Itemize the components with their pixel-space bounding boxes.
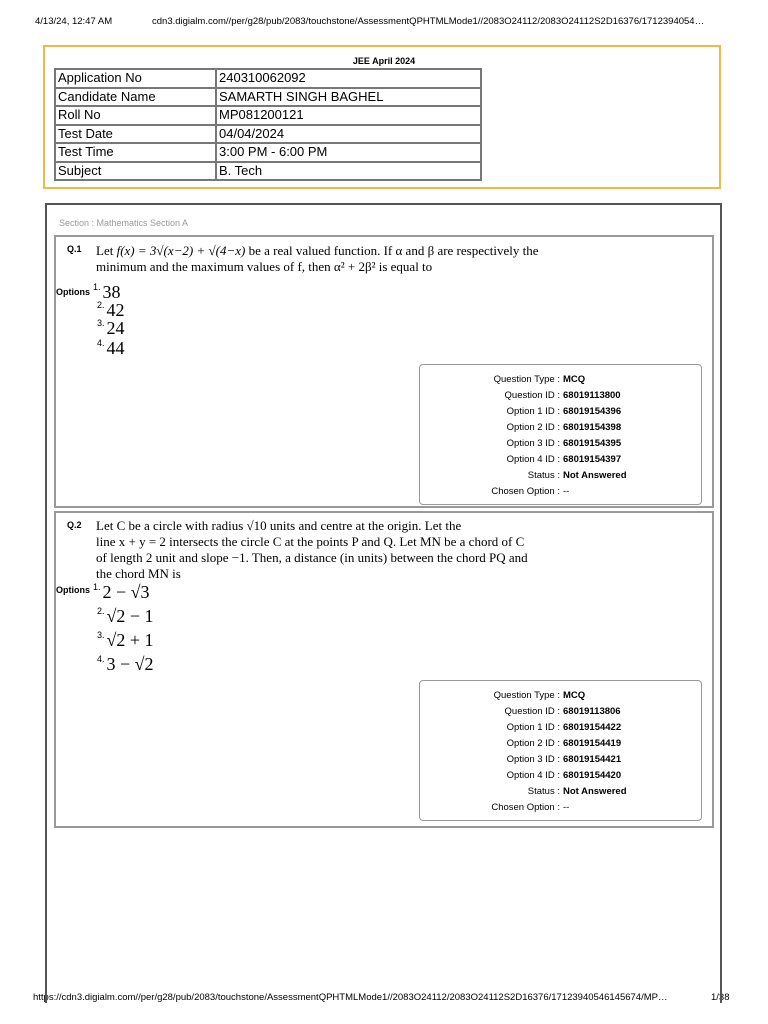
meta-label: Option 2 ID : [506, 422, 560, 433]
meta-value: 68019154398 [563, 422, 622, 433]
option-text: 44 [106, 338, 125, 358]
question-text [96, 243, 656, 275]
info-value: 240310062092 [216, 69, 481, 88]
option-number: 2. [97, 606, 105, 616]
options-label: Options [56, 585, 90, 595]
meta-value: 68019154396 [563, 406, 622, 417]
print-url-top: cdn3.digialm.com//per/g28/pub/2083/touchstone/AssessmentQPHTMLMode1//2083O24112/2083O24112S2D16376/1712394054… [152, 16, 705, 27]
option-number: 4. [97, 654, 105, 664]
meta-value: Not Answered [563, 470, 627, 481]
meta-row [420, 388, 701, 404]
option-number: 2. [97, 300, 105, 310]
table-row [55, 162, 481, 181]
option-text: 42 [106, 300, 125, 320]
option-number: 1. [93, 282, 101, 292]
question-number: Q.2 [67, 520, 82, 530]
meta-row [420, 720, 701, 736]
question-text-line: line x + y = 2 intersects the circle C at the points P and Q. Let MN be a chord of C [96, 534, 525, 549]
option-number: 1. [93, 582, 101, 592]
meta-value: Not Answered [563, 786, 627, 797]
exam-title: JEE April 2024 [352, 56, 416, 66]
question-meta-panel [419, 680, 702, 821]
meta-row [420, 484, 701, 500]
meta-row [420, 468, 701, 484]
meta-row [420, 420, 701, 436]
meta-label: Option 1 ID : [506, 722, 560, 733]
section-label: Section : Mathematics Section A [59, 218, 189, 228]
print-datetime: 4/13/24, 12:47 AM [35, 16, 113, 27]
question-number: Q.1 [67, 244, 82, 254]
meta-label: Question ID : [504, 390, 560, 401]
meta-row [420, 452, 701, 468]
meta-label: Question ID : [504, 706, 560, 717]
meta-label: Status : [527, 786, 560, 797]
table-row [55, 69, 481, 88]
page-number: 1/38 [711, 992, 730, 1003]
print-url-bottom: https://cdn3.digialm.com//per/g28/pub/2083/touchstone/AssessmentQPHTMLMode1//2083O24112/2083O24112S2D16376/17123940546145674/MP… [33, 992, 668, 1003]
question-text-part: be a real valued function. If α and β are respectively the [245, 243, 539, 258]
info-value: MP081200121 [216, 106, 481, 125]
info-value: SAMARTH SINGH BAGHEL [216, 88, 481, 107]
option-4 [97, 338, 125, 359]
question-formula: f(x) = 3√(x−2) + √(4−x) [116, 243, 246, 258]
option-number: 3. [97, 318, 105, 328]
meta-value: 68019113806 [563, 706, 621, 717]
meta-value: 68019113800 [563, 390, 621, 401]
meta-label: Question Type : [493, 374, 560, 385]
options-label: Options [56, 287, 90, 297]
option-4 [97, 654, 154, 675]
meta-label: Status : [527, 470, 560, 481]
meta-row [420, 752, 701, 768]
question-text-line: Let C be a circle with radius √10 units and centre at the origin. Let the [96, 518, 462, 533]
meta-value: MCQ [563, 374, 586, 385]
question-text-line: of length 2 unit and slope −1. Then, a distance (in units) between the chord PQ and [96, 550, 528, 565]
option-text: 2 − √3 [102, 582, 150, 602]
meta-row [420, 372, 701, 388]
meta-row [420, 784, 701, 800]
option-2 [97, 606, 154, 627]
table-row [55, 88, 481, 107]
option-text: √2 + 1 [106, 630, 154, 650]
question-text-line: the chord MN is [96, 566, 181, 581]
meta-value: -- [563, 802, 570, 813]
info-key: Test Date [55, 125, 216, 144]
meta-row [420, 768, 701, 784]
question-text-line: minimum and the maximum values of f, then α² + 2β² is equal to [96, 259, 433, 274]
meta-value: MCQ [563, 690, 586, 701]
meta-value: 68019154422 [563, 722, 622, 733]
meta-row [420, 736, 701, 752]
meta-value: 68019154420 [563, 770, 622, 781]
option-text: √2 − 1 [106, 606, 154, 626]
meta-row [420, 800, 701, 816]
info-key: Test Time [55, 143, 216, 162]
meta-label: Option 3 ID : [506, 754, 560, 765]
meta-value: -- [563, 486, 570, 497]
question-text-part: Let [96, 243, 117, 258]
info-value: B. Tech [216, 162, 481, 181]
meta-label: Option 1 ID : [506, 406, 560, 417]
meta-row [420, 436, 701, 452]
info-value: 3:00 PM - 6:00 PM [216, 143, 481, 162]
meta-value: 68019154395 [563, 438, 622, 449]
meta-label: Option 2 ID : [506, 738, 560, 749]
option-3 [97, 630, 154, 651]
question-meta-panel [419, 364, 702, 505]
meta-value: 68019154419 [563, 738, 622, 749]
option-1 [93, 582, 150, 603]
option-text: 24 [106, 318, 125, 338]
info-key: Candidate Name [55, 88, 216, 107]
meta-row [420, 404, 701, 420]
option-3 [97, 318, 125, 339]
table-row [55, 106, 481, 125]
meta-label: Option 4 ID : [506, 454, 560, 465]
option-text: 3 − √2 [106, 654, 154, 674]
meta-label: Chosen Option : [491, 486, 560, 497]
table-row [55, 143, 481, 162]
candidate-info-table [54, 68, 482, 181]
info-key: Subject [55, 162, 216, 181]
info-key: Roll No [55, 106, 216, 125]
meta-label: Option 3 ID : [506, 438, 560, 449]
option-number: 3. [97, 630, 105, 640]
meta-label: Question Type : [493, 690, 560, 701]
info-value: 04/04/2024 [216, 125, 481, 144]
meta-label: Option 4 ID : [506, 770, 560, 781]
table-row [55, 125, 481, 144]
option-number: 4. [97, 338, 105, 348]
meta-row [420, 688, 701, 704]
info-key: Application No [55, 69, 216, 88]
meta-label: Chosen Option : [491, 802, 560, 813]
question-text [96, 518, 676, 582]
meta-value: 68019154421 [563, 754, 622, 765]
option-text: 38 [102, 282, 121, 302]
meta-value: 68019154397 [563, 454, 622, 465]
meta-row [420, 704, 701, 720]
